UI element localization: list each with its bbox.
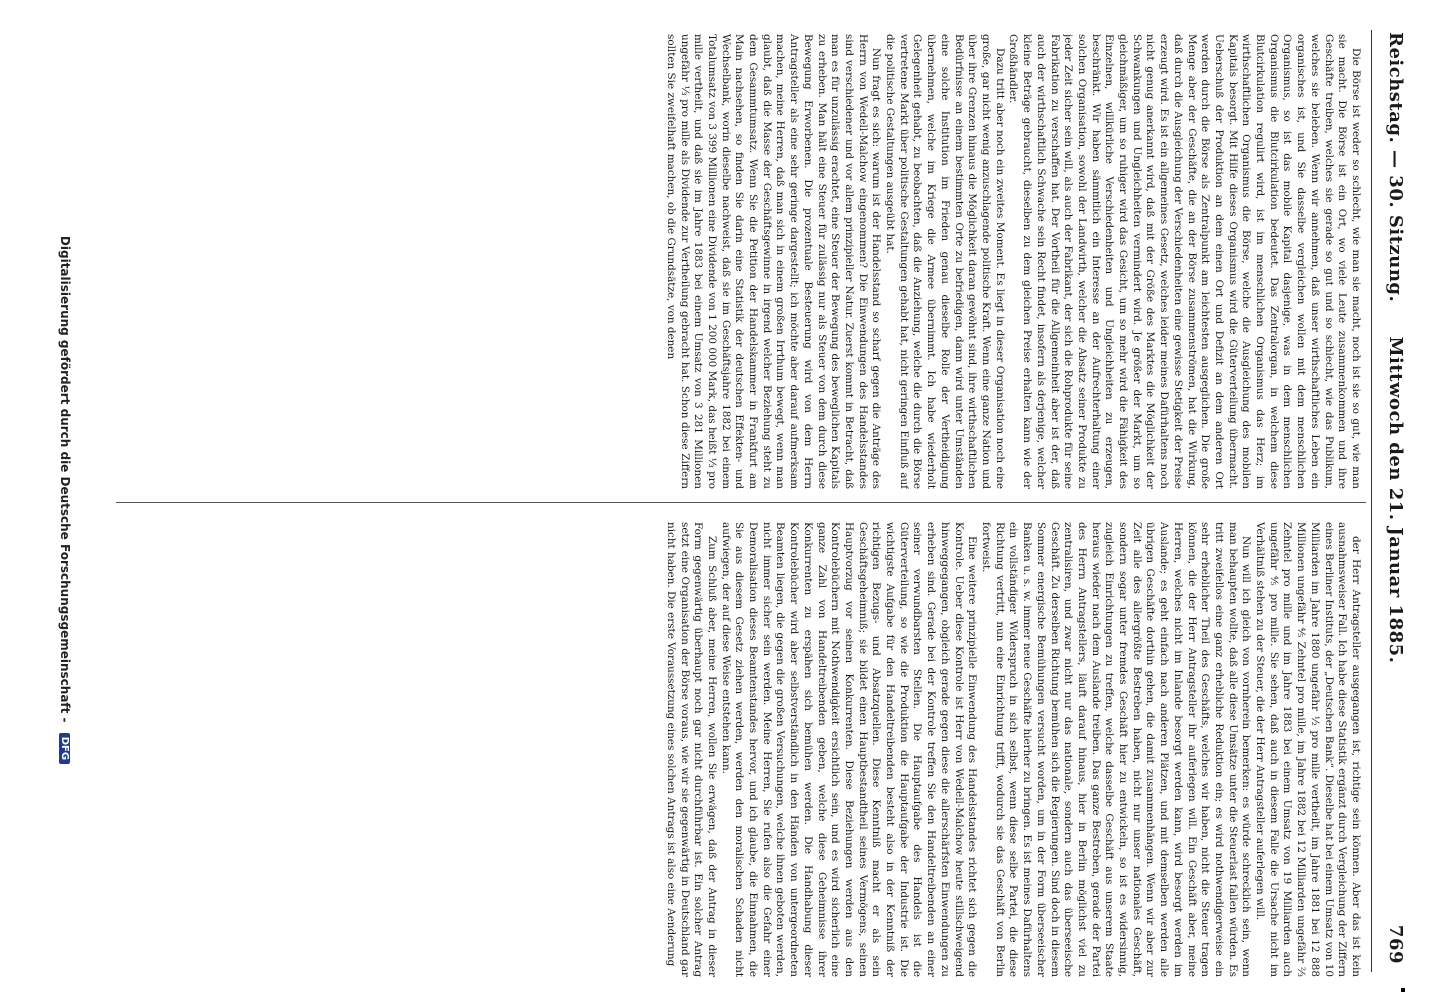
page-number: 769 <box>1385 924 1406 964</box>
paragraph: Nun fragt es sich: warum ist der Handelsstand so scharf gegen die Anträge des Herrn von Wedell-Malchow eingenommen? Die Einwendungen des Handelsstandes sind verschiedener und vor allem prinzipieller Natur. Zuerst kommt in Betracht, daß man es für unzulässig erachtet, eine Steuer der Bewegung des beweglichen Kapitals zu erheben. Man hält eine Steuer für zulässig nur als Steuer von dem durch diese Bewegung Erworbenen. Die prozentuale Besteuerung wird von dem Herrn Antragsteller als eine sehr geringe dargestellt; ich möchte aber darauf aufmerksam machen, meine Herren, daß man sich in einem großen Irrthum bewegt, wenn man glaubt, daß die Masse der Geschäftsgewinne in irgend welcher Beziehung steht zu dem Gesammtumsatz. Wenn Sie die Petition der Handelskammer in Frankfurt am Main nachsehen, so finden Sie darin eine Statistik der deutschen Effekten- und Wechselbank, worin dieselbe nachweist, daß sie im Geschäftsjahre 1882 bei einem Totalumsatz von 3 399 Millionen eine Dividende von 1 200 000 Mark, das heißt ⅓ pro mille vertheilt, und daß sie im Jahre 1883 bei einem Umsatz von 3 281 Millionen ungefähr ⅓ pro mille als Dividende zur Vertheilung gebracht hat. Schon diese Ziffern sollten Sie zweifelhaft machen, ob die Grundsätze, von denen <box>664 34 883 489</box>
digitization-credit-text: Digitalisierung gefördert durch die Deutsche Forschungsgemeinschaft - <box>58 235 72 723</box>
paragraph: Die Börse ist weder so schlecht, wie man sie macht, noch ist sie so gut, wie man sie macht. Die Börse ist ein Ort, wo viele Leute zusammenkommen und ihre Geschäfte treiben, welches sie gerade so gut und so schlecht, wie das Publikum, welches sie beleben. Wenn wir annehmen, daß unser wirthschaftliches Leben ein organisches ist, und Sie dasselbe vergleichen wollen mit dem menschlichen Organismus, so ist das mobile Kapital dasjenige, was in dem menschlichen Organismus die Blutcirkulation bedeutet. Das Zentralorgan, in welchem diese Blutcirkulation regulirt wird, ist im menschlichen Organismus das Herz; im wirthschaftlichen Organismus die Börse, welche die Ausgleichung des mobilen Kapitals besorgt. Mit Hilfe dieses Organismus wird die Güterverteilung übermacht. Ueberschuß der Produktion an dem einen Ort und Defizit an dem anderen Ort werden durch die Börse als Zentralpunkt am leichtesten ausgeglichen. Die große Menge aber der Geschäfte, die an der Börse zusammenströmen, hat die Wirkung, daß durch die Ausgleichung der Verschiedenheiten eine gewisse Stetigkeit der Preise erzeugt wird. Es ist ein allgemeines Gesetz, welches leider meines Dafürhaltens noch nicht genug anerkannt wird, daß mit der Größe des Marktes die Möglichkeit der Schwankungen und Ungleichheiten vermindert wird. Je größer der Markt, um so gleichmäßiger, um so ruhiger wird das Gesicht, um so mehr wird die Fähigkeit des Einzelnen, willkürliche Verschiedenheiten und Ungleichheiten zu erzeugen, beschränkt. Wir haben sämmtlich ein Interesse an der Aufrechterhaltung einer solchen Organisation, sowohl der Landwirth, welcher die Absatz seiner Produkte zu jeder Zeit sicher sein will, als auch der Fabrikant, der sich die Rohprodukte für seine Fabrikation zu verschaffen hat. Der Vortheil für die Allgemeinheit aber ist der, daß auch der wirthschaftlich Schwache sein Recht findet, insofern als derjenige, welcher kleine Beträge gebraucht, dieselben zu dem gleichen Preise erhalten kann wie der Großhändler. <box>1007 34 1362 489</box>
paragraph: Dazu tritt aber noch ein zweites Moment. Es liegt in dieser Organisation noch eine große, gar nicht wenig anzuschlagende politische Kraft. Wenn eine ganze Nation und über ihre Grenzen hinaus die Möglichkeit daran gewöhnt sind, ihre wirthschaftlichen Bedürfnisse an einem bestimmten Orte zu befriedigen, dann wird unter Umständen eine solche Institution im Frieden genau dieselbe Rolle der Vertheidigung übernehmen, welche im Kriege die Armee übernimmt. Ich habe wiederholt Gelegenheit gehabt, zu beobachten, daß die Anziehung, welche die durch die Börse vertretene Markt über politische Gestaltungen gehabt hat, nicht geringen Einfluß auf die politische Gestaltungen ausgeübt hat. <box>884 34 1006 489</box>
dfg-logo: DFG <box>59 733 70 764</box>
paragraph: der Herr Antragsteller ausgegangen ist, richtige sein können. Aber das ist kein ausnahmsweiser Fall. Ich habe diese Statistik ergänzt durch Vergleichung der Ziffern eines Berliner Instituts, der „Deutschen Bank“. Dieselbe hat bei einem Umsatz von 10 Milliarden im Jahre 1880 ungefähr ½ pro mille vertheilt, im Jahre 1881 bei 12 888 Millionen ungefähr ⅘ Zehntel pro mille, im Jahre 1882 bei 12 Milliarden ungefähr ⅔ Zehntel pro mille und im Jahre 1883 bei einem Umsatz von 19 Milliarden auch ungefähr ⅘ pro mille. Sie sehen, daß auch in diesem Falle die Ursache nicht im Verhältniß stehen zu der Steuer, die der Herr Antragsteller auferlegen will. <box>1254 522 1362 977</box>
paragraph: Nun will ich gleich von vornherein bemerken: es würde schrecklich sein, wenn man behaupten wollte, daß alle diese Umsätze unter die Steuerlast fallen würden. Es tritt zweifellos eine ganz erhebliche Reduktion ein; es wird nothwendigerweise ein sehr erheblicher Theil des Geschäfts, welches wir haben, nicht die Steuer tragen können, die der Herr Antragsteller ihr auferlegen will. Ein Geschäft aber, meine Herren, welches nicht im Inlande besorgt werden kann, wird besorgt werden im Auslande; es geht einfach nach anderen Plätzen, und mit demselben werden alle übrigen Geschäfte dorthin gehen, die damit zusammenhängen. Wenn wir aber zur Zeit alle des allergrößte Bestreben haben, nicht nur unser nationales Geschäft, sondern sogar unter fremdes Geschäft hier zu entwickeln, so ist es widersinnig, zugleich Einrichtungen zu treffen, welche dasselbe Geschäft aus unserem Staate heraus wieder nach dem Auslande treiben. Das ganze Bestreben, gerade der Partei des Herrn Antragstellers, läuft darauf hinaus, hier in Berlin möglichst viel zu zentralisiren, und zwar nicht nur das nationale, sondern auch das überseeische Geschäft. Zu derselben Richtung bemühen sich die Regierungen. Sind doch in diesem Sommer energische Bemühungen versucht worden, um in der Form überseeischer Banken u. s. w. immer neue Geschäfte hierher zu bringen. Es ist meines Dafürhaltens ein vollständiger Widerspruch in sich selbst, wenn diese selbe Partei, die diese Richtung vertritt, nun eine Einrichtung trifft, wodurch sie das Geschäft von Berlin fortweist. <box>980 522 1253 977</box>
column-separator <box>116 502 1366 503</box>
digitization-credit <box>58 210 72 790</box>
session-header: Reichstag. — 30. Sitzung. <box>1385 32 1406 303</box>
paragraph: Eine weitere prinzipielle Einwendung des Handelsstandes richtet sich gegen die Kontrole. Ueber diese Kontrole ist Herr von Wedell-Malchow heute stillschweigend hinweggegangen, obgleich gerade gegen diese die allerschärfsten Einwendungen zu erheben sind. Gerade bei der Kontrole treffen Sie den Handeltreibenden an einer seiner verwundbarsten Stellen. Die Hauptaufgabe des Handels ist die Güterverteilung, so wie die Produktion die Hauptaufgabe der Industrie ist. Die wichtigste Aufgabe für den Handeltreibenden besteht also in der Kenntniß der richtigen Bezugs- und Absatzquellen. Diese Kenntniß macht er als sein Geschäftsgeheimniß; sie bildet einen Hauptbestandtheil seines Vermögens, seinen Hauptvorzug vor seinen Konkurrenten. Diese Beziehungen werden aus den Kontrolebüchern mit Nothwendigkeit ersichtlich sein, und es wird sicherlich eine ganze Zahl von Handeltreibenden geben, welche diese Geheimnisse ihrer Konkurrenten zu erspähen sich bemühen werden. Die Handhabung dieser Kontrolebücher wird aber selbstverständlich in den Händen von untergeordneten Beamten liegen, die gegen die großen Versuchungen, welche ihnen geboten werden, nicht immer sicher sein werden. Meine Herren, Sie rufen also die Gefahr einer Demoralisation dieses Beamtenstandes hervor, und ich glaube, die Einnahmen, die Sie aus diesem Gesetz ziehen werden, werden den moralischen Schaden nicht aufwiegen, der auf diese Weise entstehen kann. <box>719 522 979 977</box>
paragraph: Zum Schluß aber, meine Herren, wollen Sie erwägen, daß der Antrag in dieser Form gegenwärtig überhaupt noch gar nicht durchführbar ist. Ein solcher Antrag setzt eine Organisation der Börse voraus, wie wir sie gegenwärtig in Deutschland gar nicht haben. Die erste Voraussetzung eines solchen Antrags ist also eine Aenderung <box>664 522 718 977</box>
date-header: Mittwoch den 21. Januar 1885. <box>1385 336 1406 664</box>
scan-speck <box>1401 988 1405 992</box>
header-rule <box>1371 30 1372 972</box>
text-column-right <box>102 522 1362 977</box>
text-column-left <box>102 34 1362 489</box>
